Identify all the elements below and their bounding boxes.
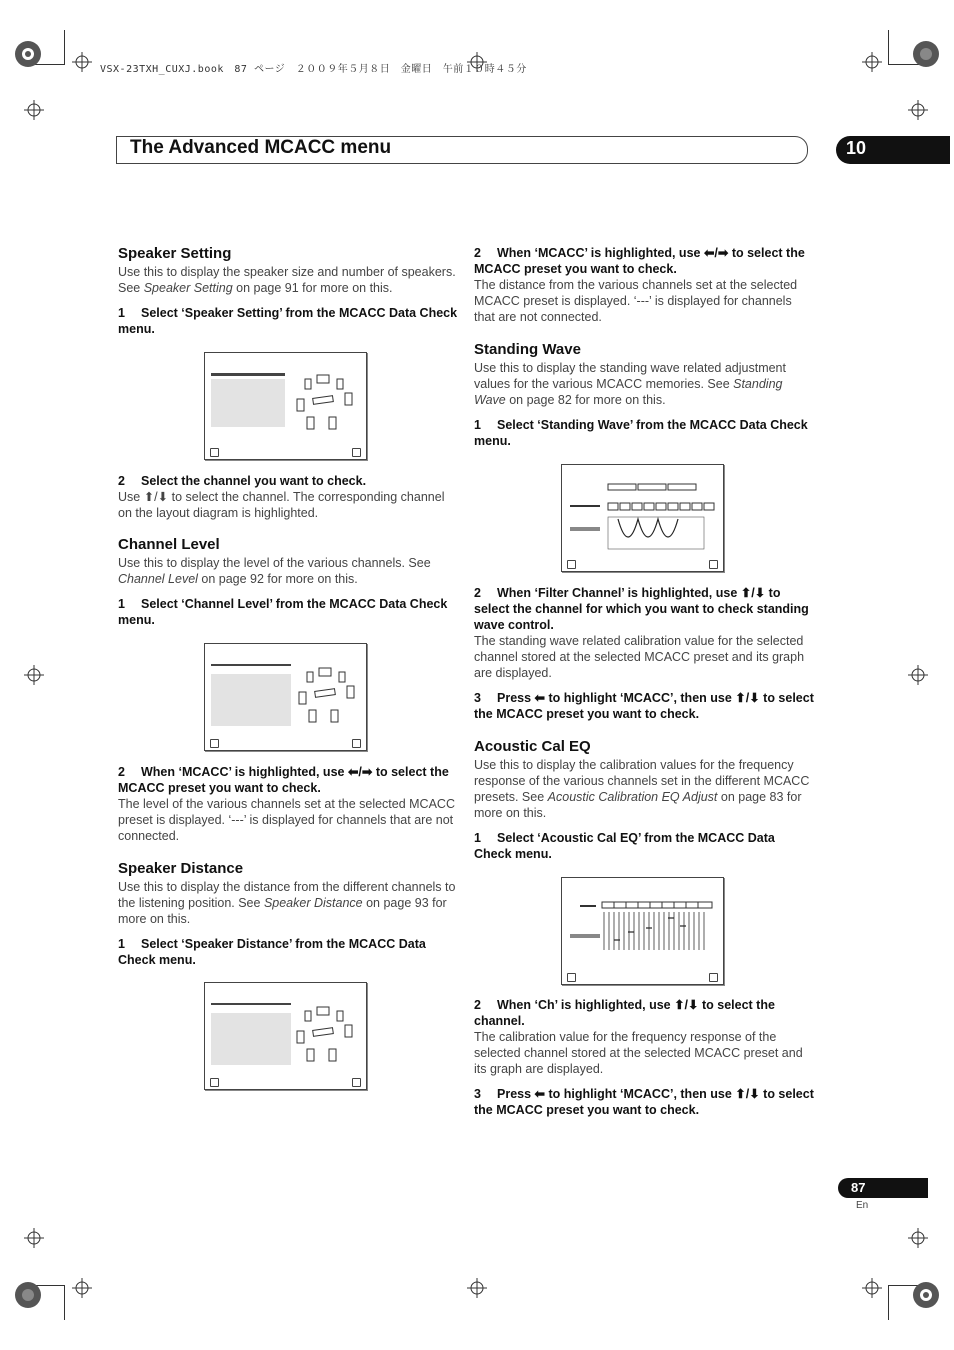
channel-level-screen — [204, 643, 367, 751]
registration-target-icon — [912, 40, 940, 68]
step-body: The distance from the various channels set at the selected MCACC preset is displayed. ‘---’ is displayed for channels that are not connected. — [474, 278, 798, 324]
crosshair-icon — [908, 665, 928, 685]
print-header: VSX-23TXH_CUXJ.book 87 ページ ２００９年５月８日 金曜日 午前１０時４５分 — [100, 64, 527, 75]
return-icon — [709, 973, 718, 982]
highlight-bar — [211, 373, 285, 376]
section-acoustic-cal-eq — [474, 738, 814, 862]
section-heading: Speaker Distance — [118, 860, 244, 877]
step-3: 3 Press ⬅ to highlight ‘MCACC’, then use ⬆/⬇ to select the MCACC preset you want to check. — [474, 691, 814, 721]
section-distance-step2 — [474, 245, 814, 325]
preset-selector-bar — [211, 1003, 291, 1005]
section-body: Use this to display the speaker size and number of speakers. See Speaker Setting on page 91 for more on this. — [118, 265, 456, 295]
speaker-distance-screen — [204, 982, 367, 1090]
page-number: 87 — [851, 1180, 866, 1195]
filter-settings-graphic — [562, 465, 723, 571]
return-icon — [567, 973, 576, 982]
crosshair-icon — [908, 1228, 928, 1248]
page-title: The Advanced MCACC menu — [130, 137, 392, 158]
section-body: Use this to display the standing wave related adjustment values for the various MCACC memories. See Standing Wave on page 82 for more on this. — [474, 361, 786, 407]
step-1: 1 Select ‘Channel Level’ from the MCACC Data Check menu. — [118, 597, 448, 627]
crosshair-icon — [908, 100, 928, 120]
section-heading: Channel Level — [118, 536, 220, 553]
page-language: En — [856, 1200, 869, 1211]
return-icon — [352, 1078, 361, 1087]
chapter-number: 10 — [846, 138, 867, 158]
speaker-setting-screen — [204, 352, 367, 460]
channel-values-panel — [211, 674, 291, 726]
crop-mark — [64, 30, 65, 65]
speaker-layout-icon — [293, 373, 361, 435]
section-channel-level-step2 — [118, 764, 458, 844]
crosshair-icon — [24, 1228, 44, 1248]
step-2: 2 When ‘MCACC’ is highlighted, use ⬅/➡ to select the MCACC preset you want to check. — [118, 765, 449, 795]
return-icon — [210, 448, 219, 457]
section-standing-wave — [474, 341, 814, 449]
standing-wave-screen — [561, 464, 724, 572]
return-icon — [709, 560, 718, 569]
step-2: 2 When ‘Filter Channel’ is highlighted, use ⬆/⬇ to select the channel for which you want to check standing wave control. — [474, 586, 809, 632]
crosshair-icon — [862, 52, 882, 72]
section-speaker-setting-step2 — [118, 473, 458, 521]
crosshair-icon — [72, 1278, 92, 1298]
section-heading: Standing Wave — [474, 341, 581, 358]
return-icon — [210, 1078, 219, 1087]
section-acoustic-cal-eq-steps — [474, 997, 814, 1118]
step-2: 2 When ‘Ch’ is highlighted, use ⬆/⬇ to select the channel. — [474, 998, 775, 1028]
crosshair-icon — [72, 52, 92, 72]
crosshair-icon — [24, 665, 44, 685]
step-2: 2 Select the channel you want to check. — [118, 474, 367, 488]
return-icon — [352, 448, 361, 457]
section-heading: Acoustic Cal EQ — [474, 738, 591, 755]
section-standing-wave-steps — [474, 585, 814, 722]
section-speaker-setting — [118, 245, 458, 337]
distance-values-panel — [211, 1013, 291, 1065]
return-icon — [210, 739, 219, 748]
crosshair-icon — [862, 1278, 882, 1298]
eq-graph-graphic — [562, 878, 723, 984]
return-icon — [567, 560, 576, 569]
step-1: 1 Select ‘Standing Wave’ from the MCACC Data Check menu. — [474, 418, 808, 448]
step-1: 1 Select ‘Speaker Setting’ from the MCACC Data Check menu. — [118, 306, 458, 336]
step-2: 2 When ‘MCACC’ is highlighted, use ⬅/➡ to select the MCACC preset you want to check. — [474, 246, 805, 276]
return-icon — [352, 739, 361, 748]
speaker-layout-icon — [293, 1005, 361, 1067]
preset-selector-bar — [211, 664, 291, 666]
step-body: The standing wave related calibration value for the selected channel stored at the selected MCACC preset and its graph are displayed. — [474, 634, 805, 680]
step-body: The level of the various channels set at the selected MCACC preset is displayed. ‘---’ is displayed for channels that are not connected. — [118, 797, 455, 843]
crosshair-icon — [24, 100, 44, 120]
crosshair-icon — [467, 1278, 487, 1298]
step-3: 3 Press ⬅ to highlight ‘MCACC’, then use ⬆/⬇ to select the MCACC preset you want to check. — [474, 1087, 814, 1117]
channel-list-panel — [211, 379, 285, 427]
crop-mark — [64, 1285, 65, 1320]
section-body: Use this to display the distance from the different channels to the listening position. See Speaker Distance on page 93 for more on this. — [118, 880, 456, 926]
section-channel-level — [118, 536, 458, 628]
section-body: Use this to display the calibration values for the frequency response of the various channels set in the different MCACC presets. See Acoustic Calibration EQ Adjust on page 83 for more on this. — [474, 758, 810, 820]
section-body: Use this to display the level of the various channels. See Channel Level on page 92 for more on this. — [118, 556, 431, 586]
crop-mark — [888, 30, 889, 65]
registration-target-icon — [14, 40, 42, 68]
speaker-layout-icon — [295, 666, 363, 728]
crop-mark — [888, 1285, 889, 1320]
registration-target-icon — [912, 1281, 940, 1309]
step-1: 1 Select ‘Speaker Distance’ from the MCACC Data Check menu. — [118, 937, 426, 967]
step-body: The calibration value for the frequency response of the selected channel stored at the selected MCACC preset and its graph are displayed. — [474, 1030, 803, 1076]
step-body: Use ⬆/⬇ to select the channel. The corresponding channel on the layout diagram is highlighted. — [118, 490, 445, 520]
acoustic-cal-eq-screen — [561, 877, 724, 985]
section-heading: Speaker Setting — [118, 245, 232, 262]
step-1: 1 Select ‘Acoustic Cal EQ’ from the MCACC Data Check menu. — [474, 831, 775, 861]
registration-target-icon — [14, 1281, 42, 1309]
section-speaker-distance — [118, 860, 458, 968]
